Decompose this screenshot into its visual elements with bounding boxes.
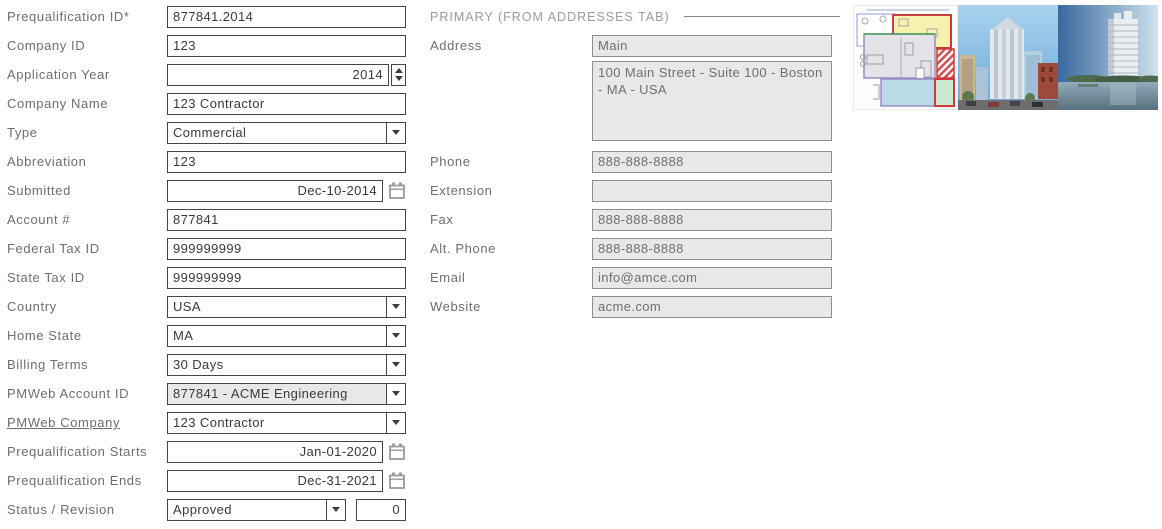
- application-year-input[interactable]: 2014: [167, 64, 389, 86]
- home-state-select[interactable]: [167, 325, 406, 347]
- section-header: [430, 2, 840, 31]
- pmweb-account-id-select[interactable]: [167, 383, 406, 405]
- alt-phone-label: Alt. Phone: [430, 241, 496, 256]
- pmweb-company-select-value: 123 Contractor: [173, 415, 265, 430]
- form-row: [430, 263, 840, 292]
- account-number-label: Account #: [7, 212, 71, 227]
- federal-tax-id-input[interactable]: 999999999: [167, 238, 406, 260]
- country-label: Country: [7, 299, 57, 314]
- website-label: Website: [430, 299, 481, 314]
- pmweb-company-dropdown-button[interactable]: [386, 413, 405, 433]
- form-row: [430, 60, 840, 147]
- abbreviation-label: Abbreviation: [7, 154, 87, 169]
- status-select[interactable]: [167, 499, 346, 521]
- extension-input: [592, 180, 832, 202]
- chevron-down-icon: [392, 333, 400, 338]
- calendar-icon[interactable]: [389, 182, 405, 199]
- chevron-down-icon: [392, 420, 400, 425]
- chevron-down-icon: [392, 362, 400, 367]
- form-row: [7, 60, 407, 89]
- form-row: [7, 205, 407, 234]
- home-state-select-value: MA: [173, 328, 194, 343]
- calendar-icon[interactable]: [389, 472, 405, 489]
- phone-input: 888-888-8888: [592, 151, 832, 173]
- type-select[interactable]: [167, 122, 406, 144]
- address-details-textarea: 100 Main Street - Suite 100 - Boston - MA - USA: [592, 61, 832, 141]
- email-label: Email: [430, 270, 466, 285]
- submitted-label: Submitted: [7, 183, 71, 198]
- prequalification-id-input[interactable]: 877841.2014: [167, 6, 406, 28]
- address-name-input: Main: [592, 35, 832, 57]
- form-row: [7, 495, 407, 524]
- status-select-value: Approved: [173, 502, 232, 517]
- account-number-input[interactable]: 877841: [167, 209, 406, 231]
- primary-address-section: [430, 2, 840, 321]
- pmweb-account-id-label: PMWeb Account ID: [7, 386, 130, 401]
- form-row: [7, 176, 407, 205]
- address-label: Address: [430, 38, 482, 53]
- country-select[interactable]: [167, 296, 406, 318]
- fax-label: Fax: [430, 212, 454, 227]
- pmweb-company-select[interactable]: [167, 412, 406, 434]
- fax-input: 888-888-8888: [592, 209, 832, 231]
- company-id-label: Company ID: [7, 38, 86, 53]
- country-select-value: USA: [173, 299, 201, 314]
- section-divider: [684, 16, 840, 17]
- revision-number-input[interactable]: 0: [356, 499, 406, 521]
- form-row: [430, 147, 840, 176]
- prequalification-starts-label: Prequalification Starts: [7, 444, 148, 459]
- form-row: [7, 466, 407, 495]
- form-row: [430, 234, 840, 263]
- billing-terms-select-value: 30 Days: [173, 357, 224, 372]
- submitted-date-input[interactable]: Dec-10-2014: [167, 180, 383, 202]
- company-name-input[interactable]: 123 Contractor: [167, 93, 406, 115]
- form-row: [7, 379, 407, 408]
- form-row: [430, 205, 840, 234]
- phone-label: Phone: [430, 154, 471, 169]
- form-row: [7, 89, 407, 118]
- chevron-down-icon: [332, 507, 340, 512]
- form-row: [7, 31, 407, 60]
- form-row: [7, 118, 407, 147]
- status-dropdown-button[interactable]: [326, 500, 345, 520]
- type-label: Type: [7, 125, 38, 140]
- type-dropdown-button[interactable]: [386, 123, 405, 143]
- billing-terms-select[interactable]: [167, 354, 406, 376]
- form-row: [7, 437, 407, 466]
- prequalification-ends-label: Prequalification Ends: [7, 473, 142, 488]
- section-title: PRIMARY (FROM ADDRESSES TAB): [430, 9, 670, 24]
- website-input: acme.com: [592, 296, 832, 318]
- pmweb-company-link[interactable]: PMWeb Company: [7, 415, 121, 430]
- form-row: [430, 31, 840, 60]
- prequalification-form: [7, 2, 407, 524]
- form-row: [7, 234, 407, 263]
- office-tower-photo: [958, 5, 1058, 110]
- floor-plan-thumbnail: [853, 5, 958, 110]
- pmweb-account-id-select-value: 877841 - ACME Engineering: [168, 384, 386, 404]
- calendar-icon[interactable]: [389, 443, 405, 460]
- billing-terms-label: Billing Terms: [7, 357, 89, 372]
- chevron-up-icon: [395, 68, 403, 73]
- year-spinner[interactable]: [391, 64, 406, 86]
- waterfront-tower-rendering: [1058, 5, 1158, 110]
- country-dropdown-button[interactable]: [386, 297, 405, 317]
- prequalification-starts-date-input[interactable]: Jan-01-2020: [167, 441, 383, 463]
- extension-label: Extension: [430, 183, 493, 198]
- form-row: [7, 350, 407, 379]
- status-revision-label: Status / Revision: [7, 502, 115, 517]
- form-row: [7, 321, 407, 350]
- chevron-down-icon: [392, 391, 400, 396]
- billing-terms-dropdown-button[interactable]: [386, 355, 405, 375]
- federal-tax-id-label: Federal Tax ID: [7, 241, 100, 256]
- alt-phone-input: 888-888-8888: [592, 238, 832, 260]
- home-state-dropdown-button[interactable]: [386, 326, 405, 346]
- form-row: [430, 292, 840, 321]
- company-name-label: Company Name: [7, 96, 109, 111]
- form-row: [430, 176, 840, 205]
- form-row: [7, 147, 407, 176]
- form-row: [7, 263, 407, 292]
- home-state-label: Home State: [7, 328, 82, 343]
- type-select-value: Commercial: [173, 125, 247, 140]
- chevron-down-icon: [392, 130, 400, 135]
- state-tax-id-label: State Tax ID: [7, 270, 85, 285]
- email-input: info@amce.com: [592, 267, 832, 289]
- company-image-strip: [853, 5, 1158, 110]
- application-year-label: Application Year: [7, 67, 110, 82]
- form-row: [7, 408, 407, 437]
- form-row: [7, 292, 407, 321]
- prequalification-ends-date-input[interactable]: Dec-31-2021: [167, 470, 383, 492]
- chevron-down-icon: [392, 304, 400, 309]
- form-row: [7, 2, 407, 31]
- state-tax-id-input[interactable]: 999999999: [167, 267, 406, 289]
- abbreviation-input[interactable]: 123: [167, 151, 406, 173]
- company-id-input[interactable]: 123: [167, 35, 406, 57]
- pmweb-account-id-dropdown-button[interactable]: [386, 384, 405, 404]
- prequalification-id-label: Prequalification ID*: [7, 9, 130, 24]
- chevron-down-icon: [395, 76, 403, 81]
